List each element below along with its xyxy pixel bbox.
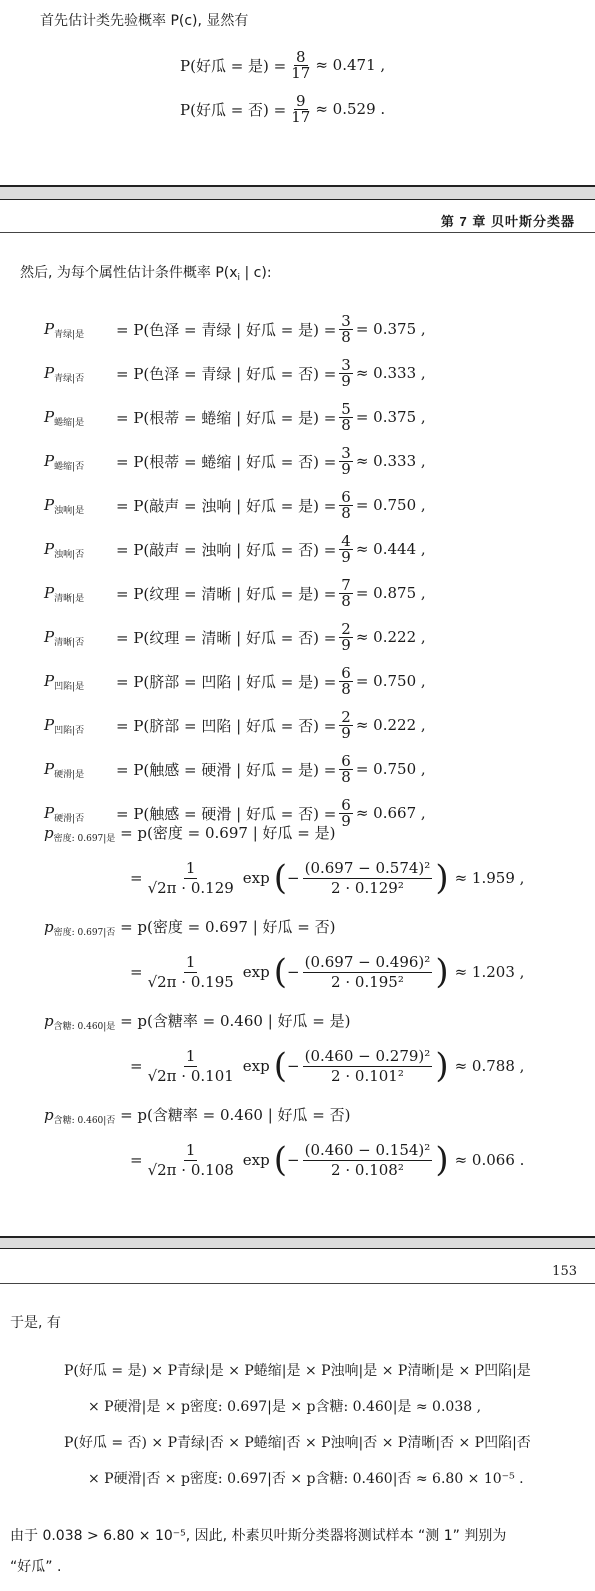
normalizer-fraction [146, 1047, 236, 1086]
density-definition: = p(密度 = 0.697 | 好瓜 = 否) [120, 918, 336, 936]
probability-subscript: 清晰|否 [54, 638, 85, 648]
density-subscript: 含糖: 0.460|是 [53, 1022, 116, 1032]
probability-subscript: 青绿|是 [54, 330, 85, 340]
density-value: ≈ 0.066 . [454, 1151, 525, 1169]
page-edge-rule [0, 185, 595, 187]
probability-fraction [339, 663, 353, 698]
fraction-denominator: 9 [341, 635, 351, 654]
probability-subscript: 浊响|是 [54, 506, 85, 516]
density-definition-row [44, 822, 335, 843]
left-paren: ( [273, 1046, 288, 1086]
probability-value: ≈ 0.222 , [355, 716, 426, 734]
probability-symbol [44, 804, 116, 822]
fraction-numerator: 8 [296, 47, 306, 66]
probability-symbol [44, 408, 116, 426]
fraction-denominator: 8 [341, 679, 351, 698]
prior-no-equation [180, 88, 385, 130]
fraction-numerator: (0.697 − 0.574)² [304, 858, 431, 877]
fraction-denominator: 9 [341, 459, 351, 478]
exponent-fraction [303, 859, 433, 898]
conditional-intro-main: 然后, 为每个属性估计条件概率 P(x [20, 265, 238, 281]
probability-symbol [44, 628, 116, 646]
equals-sign: = [130, 963, 143, 981]
fraction-numerator: (0.460 − 0.154)² [304, 1140, 431, 1159]
fraction-denominator: 8 [341, 415, 351, 434]
final-intro-text: 于是, 有 [10, 1315, 61, 1331]
probability-value: = 0.750 , [355, 672, 426, 690]
density-symbol: p [44, 918, 54, 936]
normalizer-fraction [146, 859, 236, 898]
probability-symbol [44, 364, 116, 382]
density-value: ≈ 1.203 , [454, 963, 525, 981]
probability-subscript: 蜷缩|是 [54, 418, 85, 428]
fraction-numerator: 6 [341, 487, 351, 506]
probability-letter: P [44, 804, 55, 822]
fraction-denominator: √2π · 0.195 [147, 972, 234, 991]
fraction-numerator: (0.460 − 0.279)² [304, 1046, 431, 1065]
probability-symbol [44, 320, 116, 338]
fraction-denominator: 8 [341, 767, 351, 786]
density-subscript: 密度: 0.697|是 [53, 834, 116, 844]
density-value: ≈ 0.788 , [454, 1057, 525, 1075]
fraction-numerator: (0.697 − 0.496)² [304, 952, 431, 971]
left-paren: ( [273, 1140, 288, 1180]
page-gap-bottom [0, 1238, 595, 1248]
fraction-numerator: 1 [185, 1046, 196, 1065]
probability-expression: = P(色泽 = 青绿 | 好瓜 = 是) = [116, 320, 337, 339]
exp-function: exp [242, 963, 270, 981]
page-edge-rule [0, 1236, 595, 1238]
probability-expression: = P(触感 = 硬滑 | 好瓜 = 否) = [116, 804, 337, 823]
fraction-numerator: 9 [296, 91, 306, 110]
probability-letter: P [44, 584, 55, 602]
density-value: ≈ 1.959 , [454, 869, 525, 887]
probability-symbol [44, 452, 116, 470]
probability-fraction [339, 487, 353, 522]
probability-letter: P [44, 540, 55, 558]
fraction-denominator: 8 [341, 327, 351, 346]
page-gap-top [0, 187, 595, 199]
conditional-intro-text [20, 262, 272, 282]
fraction-denominator: √2π · 0.129 [147, 878, 234, 897]
probability-expression: = P(纹理 = 清晰 | 好瓜 = 否) = [116, 628, 337, 647]
chapter-header-rule [0, 232, 595, 233]
probability-expression: = P(敲声 = 浊响 | 好瓜 = 否) = [116, 540, 337, 559]
exponent-fraction [303, 953, 433, 992]
probability-fraction [339, 443, 353, 478]
probability-symbol [44, 716, 116, 734]
probability-symbol [44, 760, 116, 778]
exponent-fraction [303, 1141, 433, 1180]
conditional-probability-row [44, 528, 426, 570]
probability-fraction [339, 399, 353, 434]
probability-letter: P [44, 364, 55, 382]
probability-subscript: 凹陷|否 [54, 726, 85, 736]
density-definition-row [44, 916, 335, 937]
posterior-yes-line1: P(好瓜 = 是) × P青绿|是 × P蜷缩|是 × P浊响|是 × P清晰|是 × P凹陷|是 [64, 1363, 531, 1379]
fraction-numerator: 1 [185, 858, 196, 877]
fraction-numerator: 1 [185, 1140, 196, 1159]
prior-yes-rhs: ≈ 0.471 , [315, 56, 386, 74]
probability-symbol [44, 540, 116, 558]
fraction-numerator: 6 [341, 751, 351, 770]
equals-sign: = [130, 1057, 143, 1075]
fraction-denominator: 9 [341, 723, 351, 742]
fraction-numerator: 1 [185, 952, 196, 971]
probability-letter: P [44, 760, 55, 778]
page-edge-rule [0, 1248, 595, 1249]
probability-symbol [44, 584, 116, 602]
left-paren: ( [273, 858, 288, 898]
conditional-probability-row [44, 616, 426, 658]
chapter-title: 第 7 章 贝叶斯分类器 [440, 214, 575, 229]
right-paren: ) [435, 858, 449, 898]
fraction-numerator: 6 [341, 795, 351, 814]
density-definition: = p(含糖率 = 0.460 | 好瓜 = 否) [120, 1106, 351, 1124]
probability-value: = 0.750 , [355, 760, 426, 778]
probability-fraction [339, 707, 353, 742]
density-subscript: 密度: 0.697|否 [53, 928, 116, 938]
density-definition: = p(密度 = 0.697 | 好瓜 = 是) [120, 824, 336, 842]
density-formula-row [130, 944, 524, 1000]
probability-fraction [339, 795, 353, 830]
fraction-numerator: 3 [341, 443, 351, 462]
probability-value: = 0.875 , [355, 584, 426, 602]
density-subscript: 含糖: 0.460|否 [53, 1116, 116, 1126]
probability-fraction [339, 311, 353, 346]
conclusion-line2: “好瓜” . [10, 1559, 62, 1575]
density-formula-row [130, 1132, 524, 1188]
right-paren: ) [435, 952, 449, 992]
fraction-numerator: 7 [341, 575, 351, 594]
probability-symbol [44, 672, 116, 690]
right-paren: ) [435, 1140, 449, 1180]
prior-no-rhs: ≈ 0.529 . [315, 100, 386, 118]
conditional-intro-subscript: i [237, 273, 241, 283]
posterior-yes-line2: × P硬滑|是 × p密度: 0.697|是 × p含糖: 0.460|是 ≈ 0.038 , [88, 1399, 482, 1415]
equals-sign: = [130, 1151, 143, 1169]
probability-value: = 0.750 , [355, 496, 426, 514]
posterior-no-line2: × P硬滑|否 × p密度: 0.697|否 × p含糖: 0.460|否 ≈ 6.80 × 10⁻⁵ . [88, 1471, 524, 1487]
conditional-probability-row [44, 572, 426, 614]
probability-letter: P [44, 452, 55, 470]
probability-subscript: 凹陷|是 [54, 682, 85, 692]
minus-sign: − [287, 1151, 300, 1169]
probability-expression: = P(色泽 = 青绿 | 好瓜 = 否) = [116, 364, 337, 383]
density-definition-row [44, 1104, 350, 1125]
fraction-numerator: 3 [341, 355, 351, 374]
probability-subscript: 硬滑|是 [54, 770, 85, 780]
conditional-probability-row [44, 440, 426, 482]
normalizer-fraction [146, 1141, 236, 1180]
posterior-no-line1: P(好瓜 = 否) × P青绿|否 × P蜷缩|否 × P浊响|否 × P清晰|否 × P凹陷|否 [64, 1435, 531, 1451]
left-paren: ( [273, 952, 288, 992]
probability-expression: = P(根蒂 = 蜷缩 | 好瓜 = 否) = [116, 452, 337, 471]
probability-expression: = P(敲声 = 浊响 | 好瓜 = 是) = [116, 496, 337, 515]
probability-value: ≈ 0.333 , [355, 364, 426, 382]
probability-subscript: 蜷缩|否 [54, 462, 85, 472]
fraction-numerator: 5 [341, 399, 351, 418]
probability-letter: P [44, 672, 55, 690]
probability-symbol [44, 496, 116, 514]
minus-sign: − [287, 963, 300, 981]
density-formula-row [130, 1038, 524, 1094]
probability-value: = 0.375 , [355, 408, 426, 426]
fraction-denominator: 9 [341, 547, 351, 566]
fraction-denominator: 17 [291, 107, 311, 126]
probability-letter: P [44, 320, 55, 338]
exp-function: exp [242, 1151, 270, 1169]
minus-sign: − [287, 1057, 300, 1075]
fraction-denominator: 2 · 0.129² [331, 878, 404, 897]
probability-letter: P [44, 408, 55, 426]
fraction-numerator: 3 [341, 311, 351, 330]
probability-expression: = P(触感 = 硬滑 | 好瓜 = 是) = [116, 760, 337, 779]
exp-function: exp [242, 1057, 270, 1075]
density-definition: = p(含糖率 = 0.460 | 好瓜 = 是) [120, 1012, 351, 1030]
conditional-probability-row [44, 484, 426, 526]
probability-value: = 0.375 , [355, 320, 426, 338]
conditional-probability-row [44, 352, 426, 394]
fraction-denominator: 8 [341, 503, 351, 522]
probability-expression: = P(脐部 = 凹陷 | 好瓜 = 否) = [116, 716, 337, 735]
prior-no-lhs: P(好瓜 = 否) = [180, 100, 287, 119]
density-symbol: p [44, 1106, 54, 1124]
density-definition-row [44, 1010, 350, 1031]
fraction-denominator: 2 · 0.195² [331, 972, 404, 991]
page-edge-rule [0, 199, 595, 200]
fraction-denominator: 2 · 0.101² [331, 1066, 404, 1085]
conditional-intro-tail: | c): [240, 265, 272, 281]
probability-expression: = P(根蒂 = 蜷缩 | 好瓜 = 是) = [116, 408, 337, 427]
probability-value: ≈ 0.444 , [355, 540, 426, 558]
density-symbol: p [44, 824, 54, 842]
probability-fraction [339, 531, 353, 566]
probability-fraction [339, 575, 353, 610]
prior-yes-fraction [289, 47, 312, 82]
probability-subscript: 浊响|否 [54, 550, 85, 560]
prior-yes-equation [180, 44, 385, 86]
probability-fraction [339, 619, 353, 654]
probability-expression: = P(脐部 = 凹陷 | 好瓜 = 是) = [116, 672, 337, 691]
fraction-numerator: 2 [341, 707, 351, 726]
density-symbol: p [44, 1012, 54, 1030]
exp-function: exp [242, 869, 270, 887]
conditional-probability-row [44, 308, 426, 350]
page-number: 153 [552, 1264, 577, 1279]
fraction-denominator: 8 [341, 591, 351, 610]
probability-letter: P [44, 716, 55, 734]
probability-fraction [339, 355, 353, 390]
probability-subscript: 青绿|否 [54, 374, 85, 384]
probability-value: ≈ 0.333 , [355, 452, 426, 470]
density-formula-row [130, 850, 524, 906]
probability-value: ≈ 0.222 , [355, 628, 426, 646]
conclusion-line1: 由于 0.038 > 6.80 × 10⁻⁵, 因此, 朴素贝叶斯分类器将测试样本 “测 1” 判别为 [10, 1528, 507, 1544]
prior-yes-lhs: P(好瓜 = 是) = [180, 56, 287, 75]
minus-sign: − [287, 869, 300, 887]
fraction-denominator: 17 [291, 63, 311, 82]
conditional-probability-row [44, 704, 426, 746]
fraction-denominator: 9 [341, 371, 351, 390]
right-paren: ) [435, 1046, 449, 1086]
fraction-denominator: √2π · 0.108 [147, 1160, 234, 1179]
probability-subscript: 清晰|是 [54, 594, 85, 604]
conditional-probability-row [44, 748, 426, 790]
probability-letter: P [44, 628, 55, 646]
probability-value: ≈ 0.667 , [355, 804, 426, 822]
page-number-rule [0, 1283, 595, 1284]
normalizer-fraction [146, 953, 236, 992]
conditional-probability-row [44, 660, 426, 702]
probability-expression: = P(纹理 = 清晰 | 好瓜 = 是) = [116, 584, 337, 603]
exponent-fraction [303, 1047, 433, 1086]
probability-fraction [339, 751, 353, 786]
fraction-numerator: 2 [341, 619, 351, 638]
fraction-numerator: 4 [341, 531, 351, 550]
probability-letter: P [44, 496, 55, 514]
equals-sign: = [130, 869, 143, 887]
fraction-denominator: 2 · 0.108² [331, 1160, 404, 1179]
prior-no-fraction [289, 91, 312, 126]
fraction-denominator: √2π · 0.101 [147, 1066, 234, 1085]
probability-subscript: 硬滑|否 [54, 814, 85, 824]
conditional-probability-row [44, 396, 426, 438]
fraction-numerator: 6 [341, 663, 351, 682]
prior-intro-text: 首先估计类先验概率 P(c), 显然有 [40, 13, 249, 29]
fraction-denominator: 9 [341, 811, 351, 830]
